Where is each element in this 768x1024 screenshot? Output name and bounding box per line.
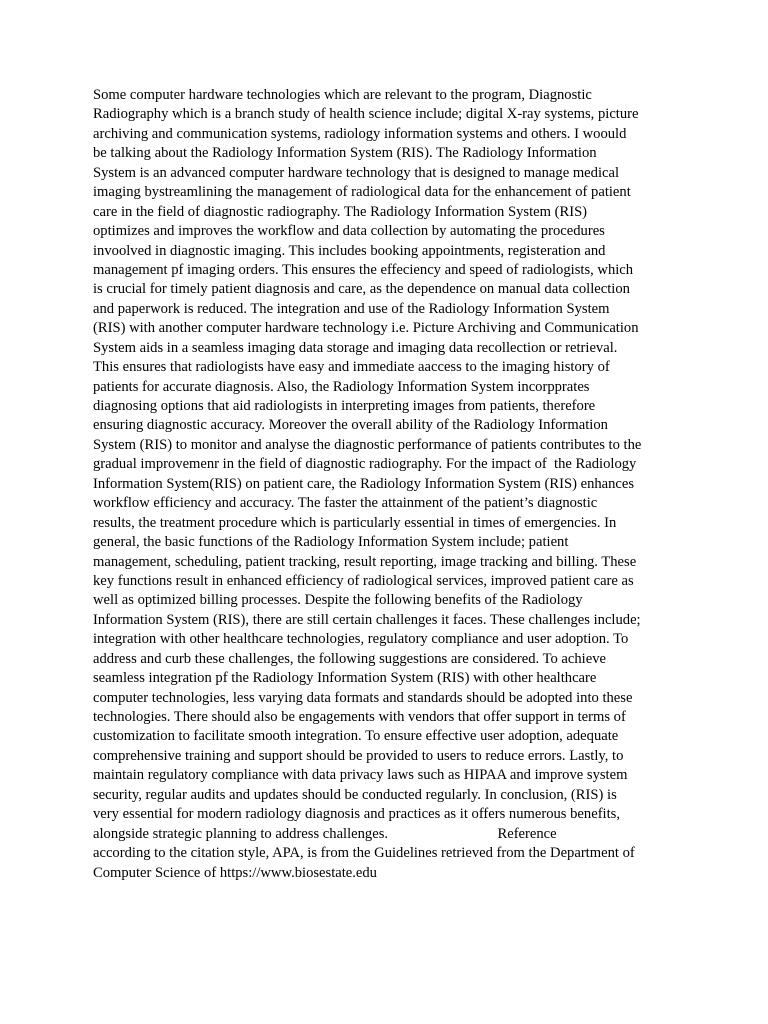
text-line: workflow efficiency and accuracy. The faster the attainment of the patient’s diagnostic	[93, 495, 598, 512]
text-line: Information System(RIS) on patient care, the Radiology Information System (RIS) enhances	[93, 475, 635, 492]
text-line: general, the basic functions of the Radiology Information System include; patient	[93, 534, 569, 551]
text-line: integration with other healthcare technologies, regulatory compliance and user adoption. To	[93, 631, 629, 648]
text-line: be talking about the Radiology Information System (RIS). The Radiology Information	[93, 145, 597, 162]
text-line: well as optimized billing processes. Despite the following benefits of the Radiology	[93, 592, 583, 609]
text-line: management pf imaging orders. This ensures the effeciency and speed of radiologists, which	[93, 261, 634, 278]
text-line: care in the field of diagnostic radiography. The Radiology Information System (RIS)	[93, 203, 588, 220]
text-line: customization to facilitate smooth integration. To ensure effective user adoption, adequate	[93, 728, 619, 745]
text-line: is crucial for timely patient diagnosis and care, as the dependence on manual data collection	[93, 281, 630, 298]
text-line: System aids in a seamless imaging data storage and imaging data recollection or retrieval.	[93, 339, 618, 356]
text-line: invoolved in diagnostic imaging. This includes booking appointments, registeration and	[93, 242, 606, 259]
text-line: Some computer hardware technologies which are relevant to the program, Diagnostic	[93, 87, 592, 103]
text-line: ensuring diagnostic accuracy. Moreover the overall ability of the Radiology Information	[93, 417, 608, 434]
text-line: address and curb these challenges, the following suggestions are considered. To achieve	[93, 650, 606, 667]
text-line: alongside strategic planning to address challenges. Reference	[93, 825, 557, 842]
text-line: Radiography which is a branch study of health science include; digital X-ray systems, picture	[93, 106, 639, 123]
text-line: System is an advanced computer hardware technology that is designed to manage medical	[93, 164, 620, 181]
text-line: patients for accurate diagnosis. Also, the Radiology Information System incorpprates	[93, 378, 590, 395]
text-line: System (RIS) to monitor and analyse the diagnostic performance of patients contributes to the	[93, 436, 642, 453]
text-line: and paperwork is reduced. The integration and use of the Radiology Information System	[93, 300, 610, 317]
text-line: seamless integration pf the Radiology Information System (RIS) with other healthcare	[93, 670, 597, 687]
text-line: Information System (RIS), there are still certain challenges it faces. These challenges include;	[93, 611, 641, 628]
text-line: imaging bystreamlining the management of radiological data for the enhancement of patient	[93, 184, 631, 201]
text-line: diagnosing options that aid radiologists in interpreting images from patients, therefore	[93, 398, 596, 414]
text-line: key functions result in enhanced efficiency of radiological services, improved patient care as	[93, 572, 634, 589]
text-line: This ensures that radiologists have easy and immediate aaccess to the imaging history of	[93, 359, 610, 376]
text-line: maintain regulatory compliance with data privacy laws such as HIPAA and improve system	[93, 767, 628, 784]
text-line: very essential for modern radiology diagnosis and practices as it offers numerous benefits,	[93, 806, 620, 823]
text-line: technologies. There should also be engagements with vendors that offer support in terms of	[93, 709, 626, 725]
text-line: (RIS) with another computer hardware technology i.e. Picture Archiving and Communication	[93, 320, 639, 337]
text-line: computer technologies, less varying data formats and standards should be adopted into these	[93, 689, 633, 706]
text-line: results, the treatment procedure which is particularly essential in times of emergencies. In	[93, 514, 617, 531]
text-line: gradual improvemenr in the field of diagnostic radiography. For the impact of the Radiology	[93, 456, 637, 473]
text-line: according to the citation style, APA, is from the Guidelines retrieved from the Department of	[93, 845, 635, 862]
text-line: optimizes and improves the workflow and data collection by automating the procedures	[93, 223, 605, 240]
text-line: Computer Science of https://www.biosestate.edu	[93, 864, 377, 881]
text-line: comprehensive training and support should be provided to users to reduce errors. Lastly, to	[93, 747, 624, 764]
text-line: archiving and communication systems, radiology information systems and others. I woould	[93, 125, 627, 142]
text-line: management, scheduling, patient tracking, result reporting, image tracking and billing. These	[93, 553, 637, 570]
text-line: security, regular audits and updates should be conducted regularly. In conclusion, (RIS) is	[93, 786, 617, 803]
body-paragraph	[93, 86, 683, 883]
